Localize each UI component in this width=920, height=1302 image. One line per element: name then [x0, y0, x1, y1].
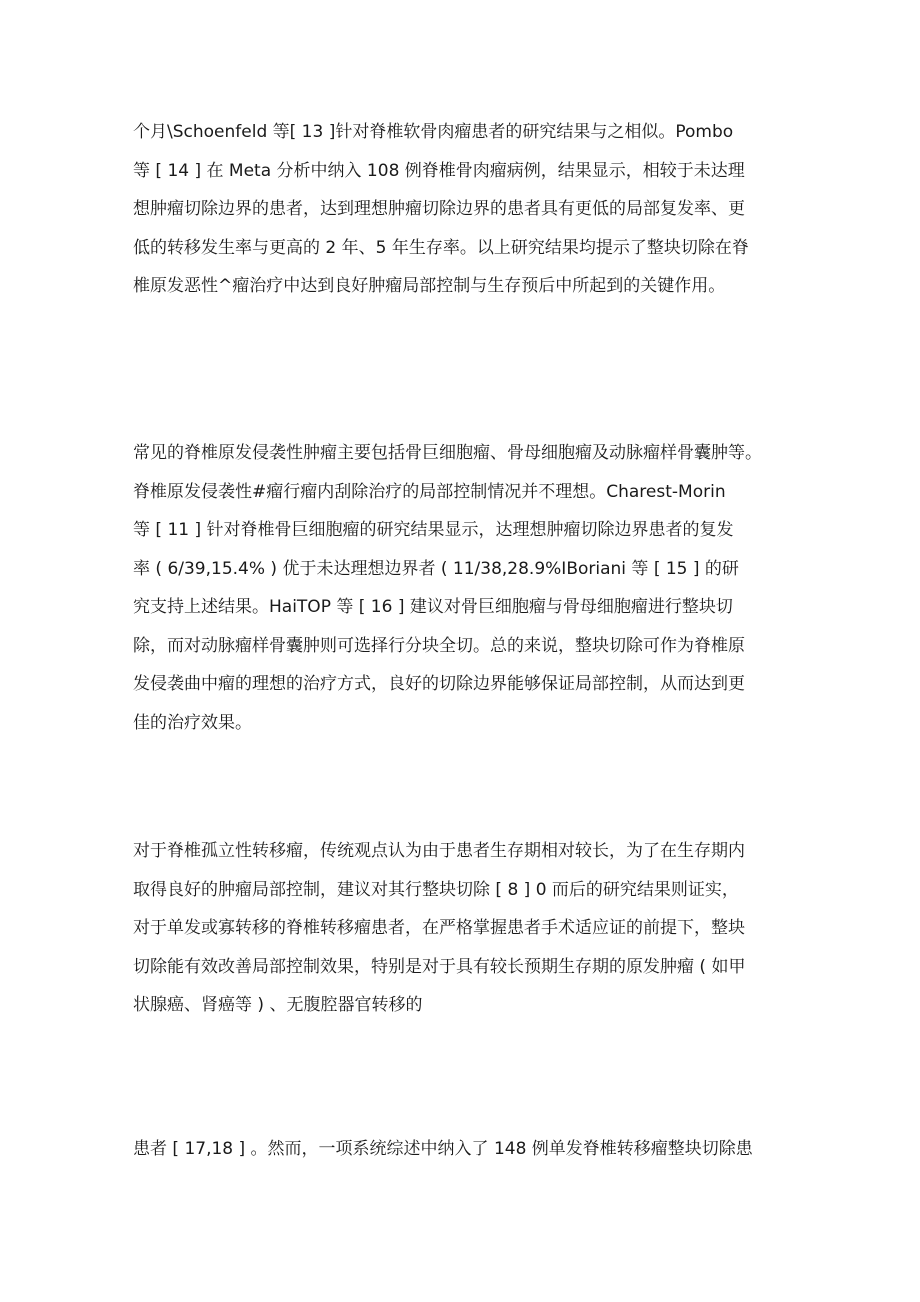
text-line: 除，而对动脉瘤样骨囊肿则可选择行分块全切。总的来说，整块切除可作为脊椎原	[133, 635, 745, 656]
text-line: 发侵袭曲中瘤的理想的治疗方式，良好的切除边界能够保证局部控制，从而达到更	[133, 674, 745, 694]
paragraph-3	[133, 832, 803, 1025]
paragraph-1	[133, 113, 803, 306]
text-line: 取得良好的肿瘤局部控制，建议对其行整块切除 [ 8 ] 0 而后的研究结果则证实，	[133, 879, 739, 900]
paragraph-4	[133, 1130, 803, 1169]
text-line: 个月\Schoenfeld 等[ 13 ]针对脊椎软骨肉瘤患者的研究结果与之相似。Pombo	[133, 122, 734, 142]
text-line: 等 [ 11 ] 针对脊椎骨巨细胞瘤的研究结果显示，达理想肿瘤切除边界患者的复发	[133, 520, 734, 540]
text-line: 等 [ 14 ] 在 Meta 分析中纳入 108 例脊椎骨肉瘤病例，结果显示，相较于未达理	[133, 160, 745, 181]
text-line: 率 ( 6/39,15.4% ) 优于未达理想边界者 ( 11/38,28.9%IBoriani 等 [ 15 ] 的研	[133, 558, 739, 579]
text-line: 脊椎原发侵袭性#瘤行瘤内刮除治疗的局部控制情况并不理想。Charest-Morin	[133, 481, 726, 502]
text-line: 状腺癌、肾癌等 ) 、无腹腔器官转移的	[133, 995, 423, 1015]
paragraph-2	[133, 434, 803, 742]
text-line: 切除能有效改善局部控制效果，特别是对于具有较长预期生存期的原发肿瘤 ( 如甲	[133, 956, 746, 977]
text-line: 究支持上述结果。HaiTOP 等 [ 16 ] 建议对骨巨细胞瘤与骨母细胞瘤进行整块切	[133, 597, 733, 617]
text-line: 低的转移发生率与更高的 2 年、5 年生存率。以上研究结果均提示了整块切除在脊	[133, 237, 749, 258]
text-line: 患者 [ 17,18 ] 。然而，一项系统综述中纳入了 148 例单发脊椎转移瘤整块切除患	[133, 1139, 753, 1159]
text-line: 常见的脊椎原发侵袭性肿瘤主要包括骨巨细胞瘤、骨母细胞瘤及动脉瘤样骨囊肿等。	[133, 443, 762, 463]
text-line: 佳的治疗效果。	[133, 712, 252, 733]
text-line: 对于脊椎孤立性转移瘤，传统观点认为由于患者生存期相对较长，为了在生存期内	[133, 841, 745, 861]
text-line: 对于单发或寡转移的脊椎转移瘤患者，在严格掌握患者手术适应证的前提下，整块	[133, 918, 745, 938]
text-line: 椎原发恶性^瘤治疗中达到良好肿瘤局部控制与生存预后中所起到的关键作用。	[133, 276, 726, 296]
text-line: 想肿瘤切除边界的患者，达到理想肿瘤切除边界的患者具有更低的局部复发率、更	[133, 199, 745, 219]
